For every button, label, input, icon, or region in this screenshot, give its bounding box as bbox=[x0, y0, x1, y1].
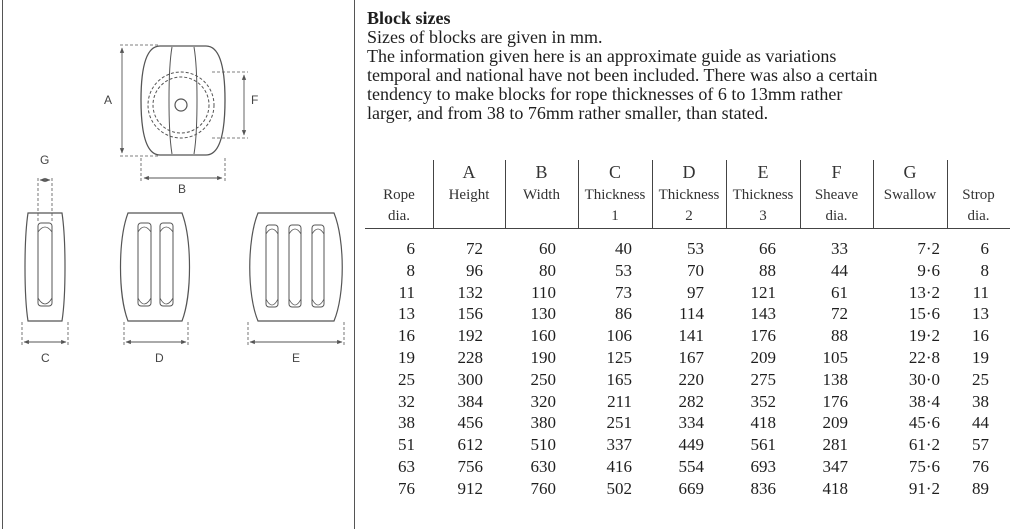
table-cell: 44 bbox=[972, 413, 989, 433]
table-cell: 165 bbox=[606, 369, 632, 389]
table-cell: 57 bbox=[972, 435, 989, 455]
table-cell: 554 bbox=[678, 457, 704, 476]
table-cell: 7·2 bbox=[917, 239, 940, 258]
intro-line-3: temporal and national have not been included. There was also a certain bbox=[367, 65, 878, 85]
table-cell: 209 bbox=[822, 413, 848, 433]
table-cell: 209 bbox=[750, 348, 776, 367]
table-row bbox=[365, 325, 1010, 347]
table-cell: 630 bbox=[530, 457, 556, 476]
table-cell: 380 bbox=[530, 413, 556, 433]
table-cell: 15·6 bbox=[908, 304, 940, 324]
table-cell: 669 bbox=[678, 478, 704, 498]
column-sublabel: dia. bbox=[967, 208, 990, 224]
table-cell: 22·8 bbox=[908, 348, 940, 367]
table-cell: 190 bbox=[530, 348, 556, 367]
table-row bbox=[365, 478, 1010, 500]
column-sublabel: 3 bbox=[759, 208, 767, 224]
column-label: Strop bbox=[962, 187, 995, 203]
table-cell: 61 bbox=[831, 282, 848, 302]
table-cell: 130 bbox=[530, 304, 556, 324]
header-rule bbox=[365, 228, 1010, 229]
table-cell: 300 bbox=[457, 369, 483, 389]
table-cell: 282 bbox=[678, 391, 704, 411]
table-cell: 125 bbox=[606, 348, 632, 367]
table-cell: 76 bbox=[398, 478, 415, 498]
section-heading: Block sizes bbox=[367, 8, 451, 28]
table-cell: 61·2 bbox=[908, 435, 940, 455]
table-cell: 16 bbox=[398, 326, 415, 346]
table-cell: 38 bbox=[972, 391, 989, 411]
table-cell: 456 bbox=[457, 413, 483, 433]
table-cell: 8 bbox=[980, 260, 989, 280]
label-b: B bbox=[178, 182, 187, 196]
table-cell: 40 bbox=[615, 239, 632, 258]
column-sublabel: dia. bbox=[825, 208, 848, 224]
table-row bbox=[365, 347, 1010, 369]
table-cell: 33 bbox=[831, 239, 848, 258]
table-cell: 8 bbox=[406, 260, 415, 280]
table-cell: 86 bbox=[615, 304, 632, 324]
triple-sheave-block bbox=[248, 213, 344, 346]
table-row bbox=[365, 434, 1010, 456]
column-letter: G bbox=[903, 162, 917, 182]
table-cell: 6 bbox=[980, 239, 989, 258]
column-divider-rule bbox=[354, 0, 355, 529]
table-cell: 228 bbox=[457, 348, 483, 367]
table-row bbox=[365, 412, 1010, 434]
table-cell: 141 bbox=[678, 326, 704, 346]
intro-line-5: larger, and from 38 to 76mm rather smaller, than stated. bbox=[367, 103, 769, 123]
table-cell: 13·2 bbox=[908, 282, 940, 302]
intro-line-4: tendency to make blocks for rope thicknesses of 6 to 13mm rather bbox=[367, 84, 843, 104]
table-cell: 110 bbox=[531, 282, 556, 302]
table-cell: 106 bbox=[606, 326, 632, 346]
table-cell: 89 bbox=[972, 478, 989, 498]
table-cell: 418 bbox=[750, 413, 776, 433]
table-cell: 418 bbox=[822, 478, 848, 498]
table-cell: 13 bbox=[398, 304, 415, 324]
column-label: Thickness bbox=[658, 187, 720, 203]
table-cell: 561 bbox=[750, 435, 776, 455]
intro-text bbox=[367, 8, 1017, 123]
table-row bbox=[365, 260, 1010, 282]
table-cell: 30·0 bbox=[908, 369, 940, 389]
table-row bbox=[365, 303, 1010, 325]
label-e: E bbox=[292, 351, 301, 365]
table-cell: 156 bbox=[457, 304, 483, 324]
table-cell: 160 bbox=[530, 326, 556, 346]
column-letter: C bbox=[608, 162, 621, 182]
table-cell: 6 bbox=[406, 239, 415, 258]
label-c: C bbox=[41, 351, 50, 365]
table-cell: 121 bbox=[750, 282, 776, 302]
table-cell: 320 bbox=[530, 391, 556, 411]
table-row bbox=[365, 391, 1010, 413]
table-cell: 53 bbox=[687, 239, 704, 258]
table-cell: 510 bbox=[530, 435, 556, 455]
table-cell: 105 bbox=[822, 348, 848, 367]
table-cell: 167 bbox=[678, 348, 704, 367]
table-cell: 176 bbox=[750, 326, 776, 346]
table-cell: 251 bbox=[606, 413, 632, 433]
table-cell: 912 bbox=[457, 478, 483, 498]
table-cell: 192 bbox=[457, 326, 483, 346]
column-sublabel: dia. bbox=[387, 208, 411, 224]
table-cell: 143 bbox=[750, 304, 776, 324]
table-cell: 91·2 bbox=[908, 478, 940, 498]
table-cell: 176 bbox=[822, 391, 848, 411]
table-cell: 45·6 bbox=[908, 413, 940, 433]
table-cell: 88 bbox=[759, 260, 776, 280]
label-a: A bbox=[104, 93, 113, 107]
table-cell: 449 bbox=[678, 435, 704, 455]
table-cell: 211 bbox=[607, 391, 632, 411]
table-cell: 281 bbox=[822, 435, 848, 455]
table-cell: 138 bbox=[822, 369, 848, 389]
label-f: F bbox=[251, 93, 259, 107]
table-cell: 97 bbox=[687, 282, 704, 302]
table-cell: 9·6 bbox=[917, 260, 940, 280]
table-cell: 25 bbox=[398, 369, 415, 389]
column-letter: A bbox=[462, 162, 476, 182]
table-row bbox=[365, 282, 1010, 304]
table-cell: 760 bbox=[530, 478, 556, 498]
table-cell: 88 bbox=[831, 326, 848, 346]
table-cell: 19·2 bbox=[908, 326, 940, 346]
column-label: Rope bbox=[383, 187, 415, 203]
table-cell: 76 bbox=[972, 457, 989, 476]
table-row bbox=[365, 456, 1010, 478]
table-cell: 51 bbox=[398, 435, 415, 455]
table-cell: 72 bbox=[831, 304, 848, 324]
table-cell: 416 bbox=[606, 457, 632, 476]
table-cell: 347 bbox=[822, 457, 848, 476]
double-sheave-block bbox=[121, 213, 190, 346]
table-cell: 60 bbox=[539, 239, 556, 258]
table-cell: 612 bbox=[457, 435, 483, 455]
table-cell: 63 bbox=[398, 457, 415, 476]
block-dimension-diagram bbox=[0, 0, 354, 529]
table-cell: 72 bbox=[466, 239, 483, 258]
table-cell: 75·6 bbox=[908, 457, 940, 476]
table-cell: 19 bbox=[398, 348, 415, 367]
table-cell: 836 bbox=[750, 478, 776, 498]
table-cell: 384 bbox=[457, 391, 483, 411]
intro-line-2: The information given here is an approximate guide as variations bbox=[367, 46, 837, 66]
table-cell: 73 bbox=[615, 282, 632, 302]
table-cell: 13 bbox=[972, 304, 989, 324]
table-cell: 19 bbox=[972, 348, 989, 367]
block-front-view bbox=[120, 45, 248, 183]
table-cell: 80 bbox=[539, 260, 556, 280]
table-cell: 132 bbox=[457, 282, 483, 302]
table-cell: 114 bbox=[679, 304, 704, 324]
table-cell: 352 bbox=[750, 391, 776, 411]
single-sheave-block bbox=[22, 178, 68, 346]
intro-line-1: Sizes of blocks are given in mm. bbox=[367, 27, 603, 47]
column-label: Thickness bbox=[732, 187, 794, 203]
table-cell: 44 bbox=[831, 260, 848, 280]
column-letter: D bbox=[682, 162, 696, 182]
column-sublabel: 2 bbox=[685, 208, 693, 224]
label-g: G bbox=[40, 153, 50, 167]
table-cell: 250 bbox=[530, 369, 556, 389]
table-cell: 502 bbox=[606, 478, 632, 498]
column-label: Height bbox=[448, 187, 490, 203]
column-letter: F bbox=[831, 162, 842, 182]
table-cell: 11 bbox=[398, 282, 415, 302]
table-cell: 53 bbox=[615, 260, 632, 280]
table-cell: 693 bbox=[750, 457, 776, 476]
column-letter: E bbox=[757, 162, 769, 182]
table-cell: 38·4 bbox=[908, 391, 940, 411]
table-cell: 756 bbox=[457, 457, 483, 476]
table-cell: 16 bbox=[972, 326, 989, 346]
table-cell: 66 bbox=[759, 239, 776, 258]
column-label: Sheave bbox=[814, 187, 859, 203]
label-d: D bbox=[155, 351, 164, 365]
table-row bbox=[365, 369, 1010, 391]
table-cell: 96 bbox=[466, 260, 483, 280]
table-cell: 70 bbox=[687, 260, 704, 280]
column-sublabel: 1 bbox=[611, 208, 619, 224]
table-cell: 32 bbox=[398, 391, 415, 411]
column-label: Thickness bbox=[584, 187, 646, 203]
column-letter: B bbox=[535, 162, 548, 182]
table-cell: 275 bbox=[750, 369, 776, 389]
table-cell: 334 bbox=[678, 413, 704, 433]
table-cell: 11 bbox=[972, 282, 989, 302]
column-label: Width bbox=[523, 187, 560, 203]
table-cell: 38 bbox=[398, 413, 415, 433]
table-cell: 25 bbox=[972, 369, 989, 389]
column-label: Swallow bbox=[883, 187, 937, 203]
table-row bbox=[365, 238, 1010, 260]
table-cell: 337 bbox=[606, 435, 632, 455]
table-cell: 220 bbox=[678, 369, 704, 389]
